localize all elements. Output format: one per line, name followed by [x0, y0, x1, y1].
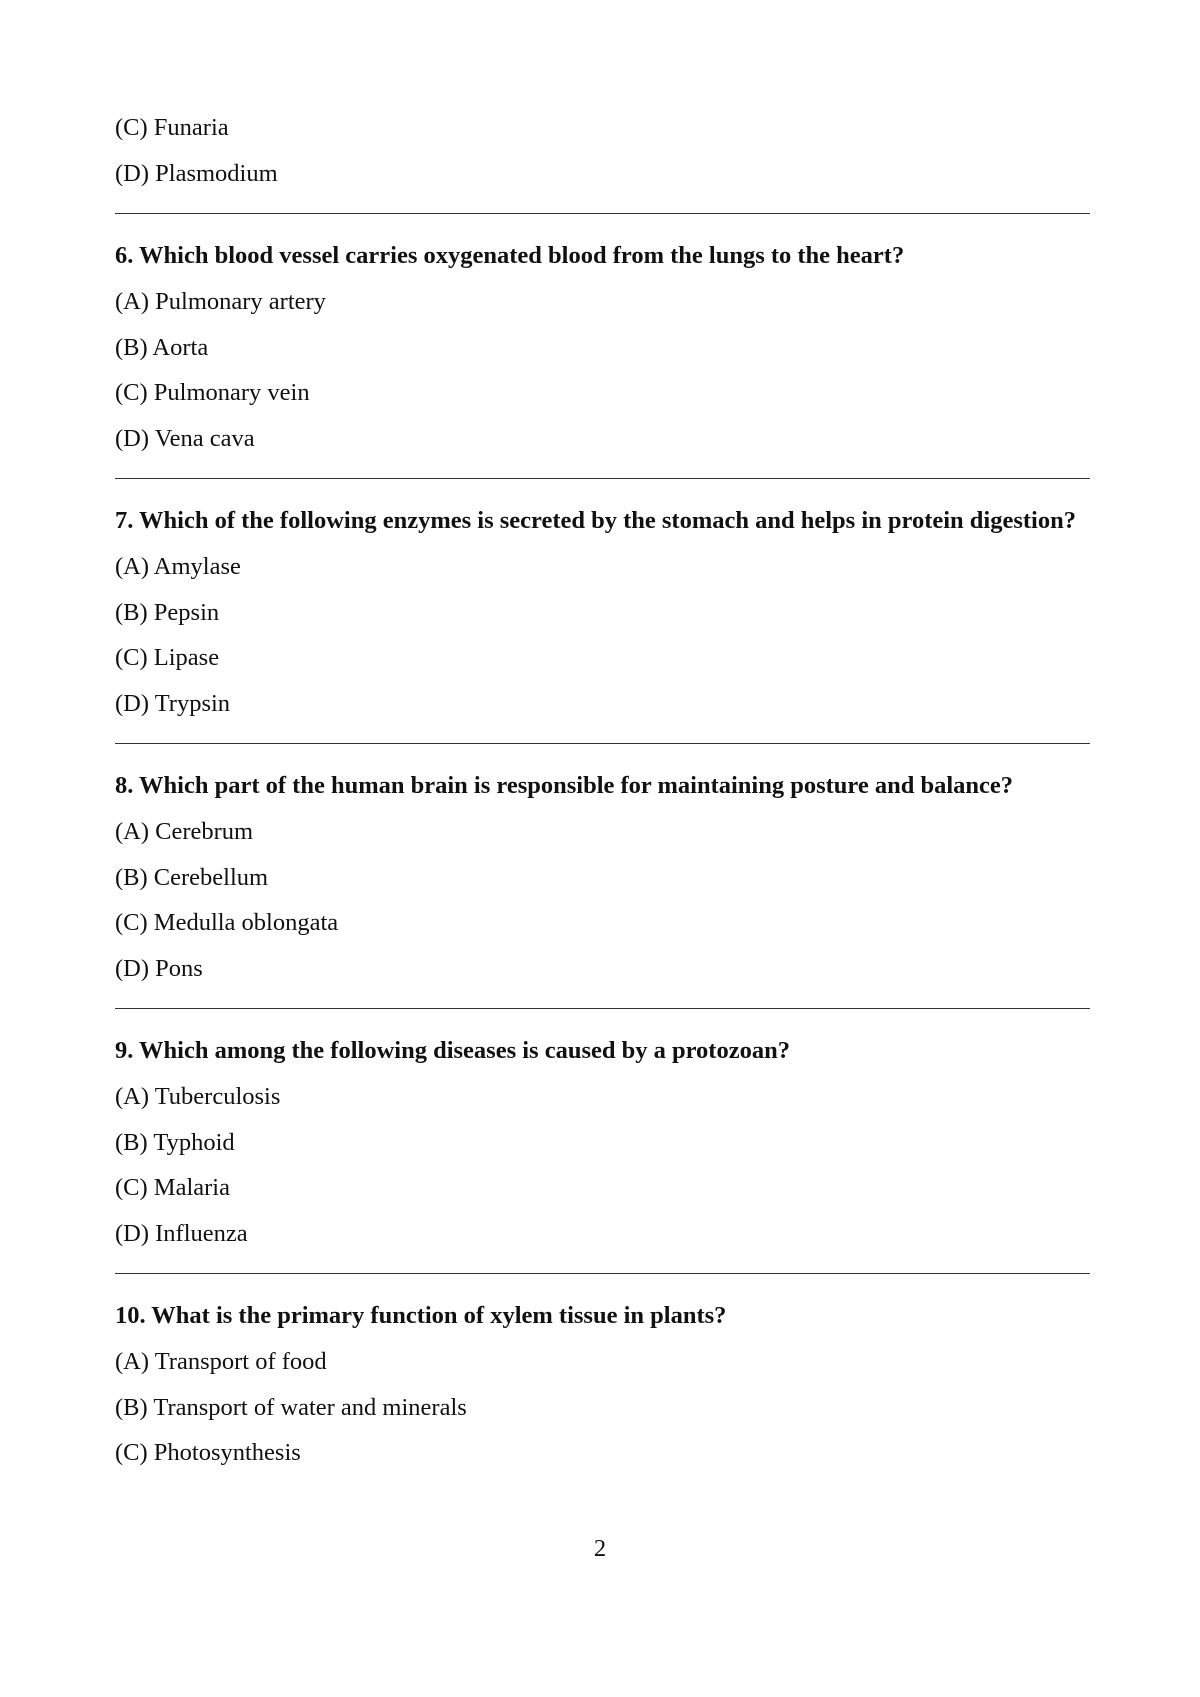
option-d: (D) Influenza	[115, 1219, 248, 1247]
option-d: (D) Plasmodium	[115, 159, 278, 187]
option-c: (C) Malaria	[115, 1174, 230, 1201]
question-text: 10. What is the primary function of xylem tissue in plants?	[115, 1302, 727, 1329]
question-text: 7. Which of the following enzymes is secreted by the stomach and helps in protein digestion?	[115, 507, 1076, 534]
option-d: (D) Vena cava	[115, 424, 255, 452]
option-c: (C) Medulla oblongata	[115, 909, 339, 936]
option-b: (B) Typhoid	[115, 1128, 235, 1156]
question-page	[115, 105, 1090, 1476]
option-b: (B) Aorta	[115, 333, 209, 361]
question-text: 9. Which among the following diseases is caused by a protozoan?	[115, 1037, 790, 1064]
page-number: 2	[593, 1535, 607, 1562]
question-block	[115, 497, 1090, 726]
question-text: 6. Which blood vessel carries oxygenated blood from the lungs to the heart?	[115, 242, 905, 269]
question-block	[115, 762, 1090, 991]
divider	[115, 743, 1090, 744]
question-block	[115, 232, 1090, 461]
option-d: (D) Pons	[115, 954, 203, 982]
divider	[115, 1273, 1090, 1274]
divider	[115, 213, 1090, 214]
option-b: (B) Pepsin	[115, 598, 220, 626]
option-a: (A) Cerebrum	[115, 818, 254, 845]
option-b: (B) Cerebellum	[115, 863, 269, 891]
option-c: (C) Photosynthesis	[115, 1439, 301, 1466]
divider	[115, 1008, 1090, 1009]
option-a: (A) Amylase	[115, 553, 241, 580]
question-text: 8. Which part of the human brain is responsible for maintaining posture and balance?	[115, 772, 1014, 799]
option-c: (C) Lipase	[115, 644, 220, 671]
option-b: (B) Transport of water and minerals	[115, 1393, 467, 1421]
question-block	[115, 1027, 1090, 1256]
option-c: (C) Pulmonary vein	[115, 379, 310, 406]
option-a: (A) Pulmonary artery	[115, 288, 326, 315]
option-c: (C) Funaria	[115, 114, 229, 141]
option-a: (A) Transport of food	[115, 1348, 327, 1375]
question-block	[115, 1292, 1090, 1476]
option-d: (D) Trypsin	[115, 689, 231, 717]
divider	[115, 478, 1090, 479]
option-a: (A) Tuberculosis	[115, 1083, 281, 1110]
